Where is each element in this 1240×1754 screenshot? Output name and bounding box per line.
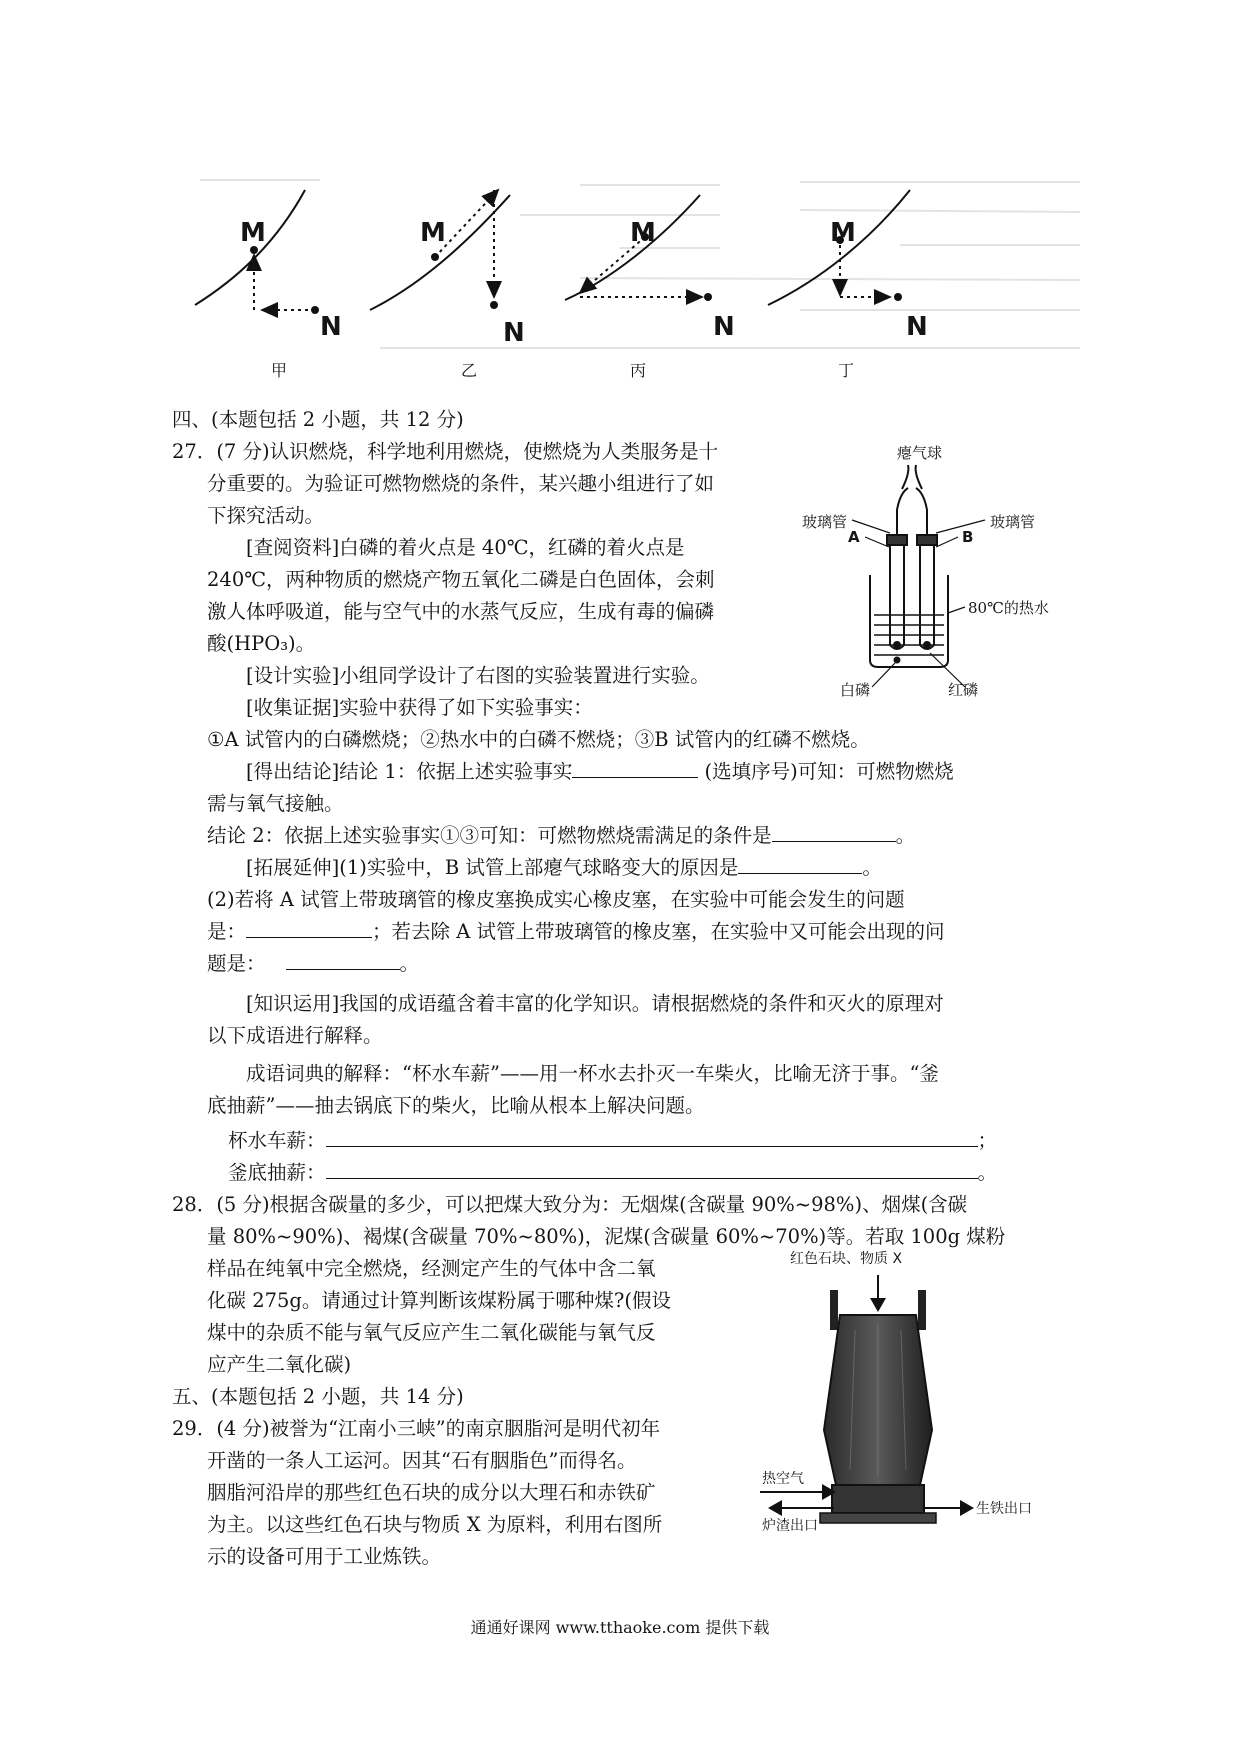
point-n-label: N xyxy=(320,312,342,342)
q27-line: 27．(7 分)认识燃烧，科学地利用燃烧，使燃烧为人类服务是十 xyxy=(172,440,719,463)
diagram-caption-bing: 丙 xyxy=(630,361,647,380)
label-hot-water: 80℃的热水 xyxy=(968,599,1049,617)
q27-extend-2-cont: 是： ；若去除 A 试管上带玻璃管的橡皮塞，在实验中又可能会出现的问 xyxy=(207,917,945,947)
label-white-phosphorus: 白磷 xyxy=(840,681,871,699)
point-n-label: N xyxy=(906,312,928,342)
label-glass-tube-right: 玻璃管 xyxy=(990,513,1036,531)
label-furnace-input: 红色石块、物质 X xyxy=(790,1251,903,1267)
answer-blank-idiom-1[interactable] xyxy=(326,1126,978,1147)
q27-line: 分重要的。为验证可燃物燃烧的条件，某兴趣小组进行了如 xyxy=(207,472,715,495)
answer-blank-facts[interactable] xyxy=(572,757,698,778)
q28-line: 应产生二氧化碳) xyxy=(207,1353,352,1376)
q27-line: 激人体呼吸道，能与空气中的水蒸气反应，生成有毒的偏磷 xyxy=(207,600,715,623)
combustion-apparatus-figure xyxy=(790,455,1065,710)
idiom-1-row: 杯水车薪： ； xyxy=(228,1126,997,1156)
q27-line: ①A 试管内的白磷燃烧；②热水中的白磷不燃烧；③B 试管内的红磷不燃烧。 xyxy=(207,728,870,751)
q27-line: [设计实验]小组同学设计了右图的实验装置进行实验。 xyxy=(246,664,710,687)
point-m-label: M xyxy=(240,218,266,248)
q27-apply: [知识运用]我国的成语蕴含着丰富的化学知识。请根据燃烧的条件和灭火的原理对 xyxy=(246,992,944,1015)
point-n-label: N xyxy=(713,312,735,342)
tube-a xyxy=(890,543,904,649)
diagram-caption-jia: 甲 xyxy=(271,361,288,380)
answer-blank-balloon[interactable] xyxy=(738,853,862,874)
balloon-left xyxy=(902,465,908,489)
label-slag-outlet: 炉渣出口 xyxy=(762,1518,818,1534)
blast-furnace-figure xyxy=(760,1270,1000,1555)
diagram-caption-ding: 丁 xyxy=(838,361,855,380)
balloon-right xyxy=(916,465,922,489)
q27-line: 酸(HPO₃)。 xyxy=(207,632,316,655)
section-heading: 四、(本题包括 2 小题，共 12 分) xyxy=(172,408,464,431)
q28-line: 量 80%~90%)、褐煤(含碳量 70%~80%)，泥煤(含碳量 60%~70%)等。若取 100g 煤粉 xyxy=(207,1225,1006,1248)
q29-line: 开凿的一条人工运河。因其“石有胭脂色”而得名。 xyxy=(207,1449,637,1472)
q27-apply: 底抽薪”——抽去锅底下的柴火，比喻从根本上解决问题。 xyxy=(207,1094,705,1117)
q27-extend-2: (2)若将 A 试管上带玻璃管的橡皮塞换成实心橡皮塞，在实验中可能会发生的问题 xyxy=(207,888,905,911)
q27-apply: 以下成语进行解释。 xyxy=(207,1024,383,1047)
point-n-label: N xyxy=(503,318,525,348)
label-tube-b: B xyxy=(962,528,974,546)
q27-conclusion-1-cont: 需与氧气接触。 xyxy=(207,792,344,815)
q28-line: 化碳 275g。请通过计算判断该煤粉属于哪种煤?(假设 xyxy=(207,1289,671,1312)
q27-conclusion-2: 结论 2：依据上述实验事实①③可知：可燃物燃烧需满足的条件是 。 xyxy=(207,821,915,851)
q29-line: 示的设备可用于工业炼铁。 xyxy=(207,1545,442,1568)
label-red-phosphorus: 红磷 xyxy=(948,681,979,699)
q27-line: 240℃，两种物质的燃烧产物五氧化二磷是白色固体，会刺 xyxy=(207,568,715,591)
label-hot-air: 热空气 xyxy=(762,1471,804,1487)
answer-blank-problem-1[interactable] xyxy=(246,917,372,938)
label-balloon: 瘪气球 xyxy=(897,444,943,462)
tube-b xyxy=(920,543,934,649)
beaker xyxy=(870,575,948,667)
label-tube-a: A xyxy=(848,528,860,546)
q27-line: 下探究活动。 xyxy=(207,504,325,527)
diagram-bing xyxy=(565,195,712,301)
q29-line: 29．(4 分)被誉为“江南小三峡”的南京胭脂河是明代初年 xyxy=(172,1417,661,1440)
answer-blank-condition[interactable] xyxy=(772,821,896,842)
q27-extend-2-cont2: 题是： 。 xyxy=(207,949,419,979)
section-heading: 五、(本题包括 2 小题，共 14 分) xyxy=(172,1385,464,1408)
q28-line: 28．(5 分)根据含碳量的多少，可以把煤大致分为：无烟煤(含碳量 90%~98%)、烟煤(含碳 xyxy=(172,1193,968,1216)
mn-diagrams xyxy=(180,185,1080,385)
q27-apply: 成语词典的解释：“杯水车薪”——用一杯水去扑灭一车柴火，比喻无济于事。“釜 xyxy=(246,1062,939,1085)
answer-blank-problem-2[interactable] xyxy=(286,949,400,970)
page-footer: 通通好课网 www.tthaoke.com 提供下载 xyxy=(470,1618,770,1637)
q29-line: 胭脂河沿岸的那些红色石块的成分以大理石和赤铁矿 xyxy=(207,1481,656,1504)
q27-conclusion-1: [得出结论]结论 1：依据上述实验事实 (选填序号)可知：可燃物燃烧 xyxy=(246,757,954,787)
q28-line: 样品在纯氧中完全燃烧，经测定产生的气体中含二氧 xyxy=(207,1257,656,1280)
answer-blank-idiom-2[interactable] xyxy=(326,1158,978,1179)
point-m-label: M xyxy=(630,218,656,248)
diagram-caption-yi: 乙 xyxy=(461,361,478,380)
q29-line: 为主。以这些红色石块与物质 X 为原料，利用右图所 xyxy=(207,1513,663,1536)
q27-extend-1: [拓展延伸](1)实验中，B 试管上部瘪气球略变大的原因是 。 xyxy=(246,853,882,883)
idiom-2-row: 釜底抽薪： 。 xyxy=(228,1158,997,1188)
point-m-label: M xyxy=(420,218,446,248)
diagram-jia xyxy=(195,190,319,314)
q27-line: [收集证据]实验中获得了如下实验事实： xyxy=(246,696,593,719)
label-glass-tube-left: 玻璃管 xyxy=(802,513,848,531)
diagram-yi xyxy=(370,190,510,310)
label-iron-outlet: 生铁出口 xyxy=(976,1501,1032,1517)
q27-line: [查阅资料]白磷的着火点是 40℃，红磷的着火点是 xyxy=(246,536,685,559)
q28-line: 煤中的杂质不能与氧气反应产生二氧化碳能与氧气反 xyxy=(207,1321,656,1344)
point-m-label: M xyxy=(830,218,856,248)
